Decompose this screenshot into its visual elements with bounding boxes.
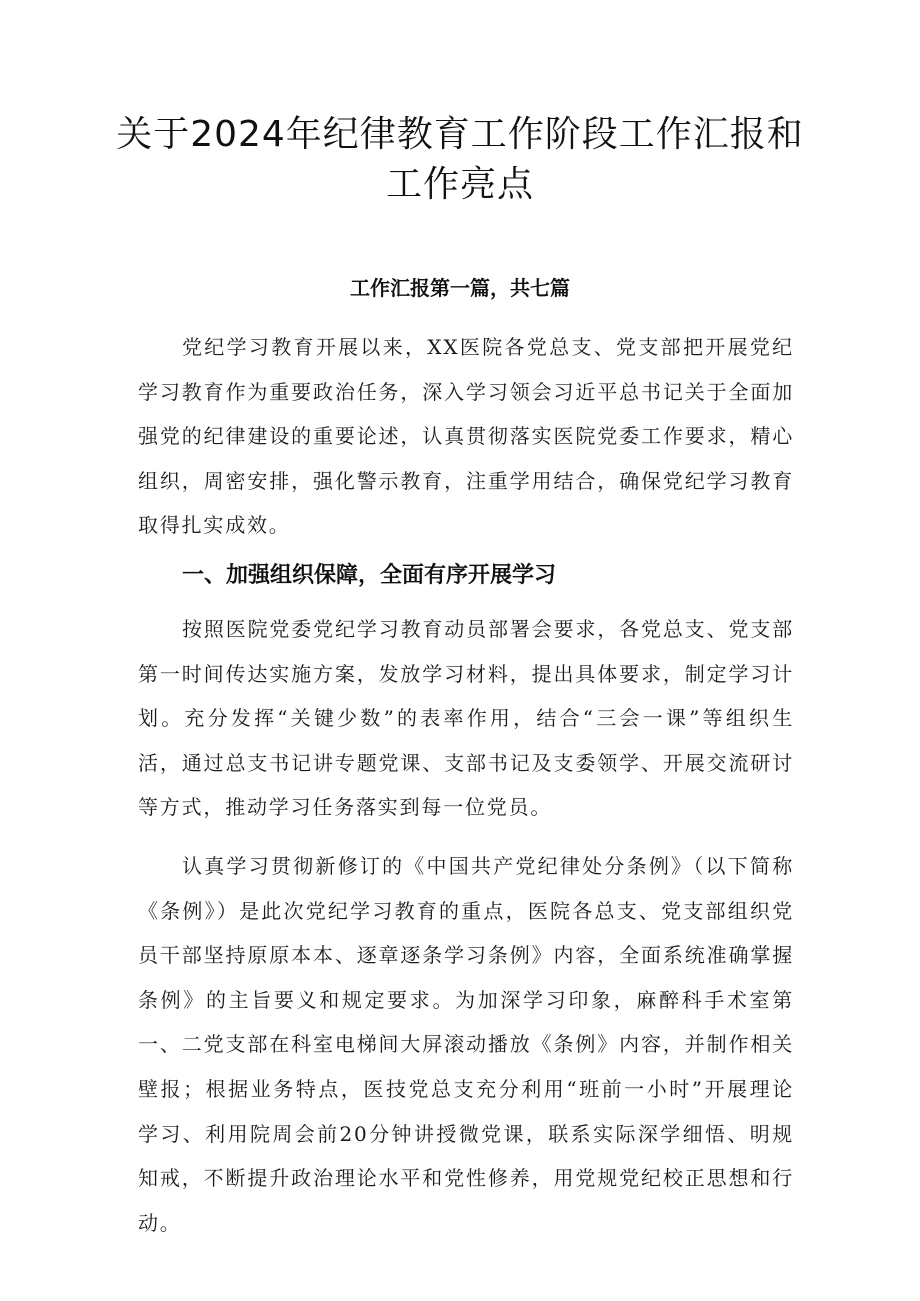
title-line-2: 工作亮点 (385, 164, 534, 205)
document-subtitle: 工作汇报第一篇，共七篇 (350, 276, 570, 300)
section1-paragraph-2: 认真学习贯彻新修订的《中国共产党纪律处分条例》（以下简称《条例》）是此次党纪学习教育的重点，医院各总支、党支部组织党员干部坚持原原本本、逐章逐条学习条例》内容，全面系统准确掌握条例》的主旨要义和规定要求。为加深学习印象，麻醉科手术室第一、二党支部在科室电梯间大屏滚动播放《条例》内容，并制作相关壁报；根据业务特点，医技党总支充分利用“班前一小时”开展理论学习、利用院周会前20分钟讲授微党课，联系实际深学细悟、明规知戒，不断提升政治理论水平和党性修养，用党规党纪校正思想和行动。 (138, 854, 794, 1235)
document-title (90, 110, 830, 210)
section1-paragraph-1: 按照医院党委党纪学习教育动员部署会要求，各党总支、党支部第一时间传达实施方案，发放学习材料，提出具体要求，制定学习计划。充分发挥“关键少数”的表率作用，结合“三会一课”等组织生活，通过总支书记讲专题党课、支部书记及支委领学、开展交流研讨等方式，推动学习任务落实到每一位党员。 (138, 617, 794, 820)
intro-paragraph: 党纪学习教育开展以来，XX医院各党总支、党支部把开展党纪学习教育作为重要政治任务，深入学习领会习近平总书记关于全面加强党的纪律建设的重要论述，认真贯彻落实医院党委工作要求，精心组织，周密安排，强化警示教育，注重学用结合，确保党纪学习教育取得扎实成效。 (138, 335, 794, 538)
section-heading-1: 一、加强组织保障，全面有序开展学习 (182, 563, 557, 588)
title-line-1: 关于2024年纪律教育工作阶段工作汇报和 (116, 114, 804, 155)
